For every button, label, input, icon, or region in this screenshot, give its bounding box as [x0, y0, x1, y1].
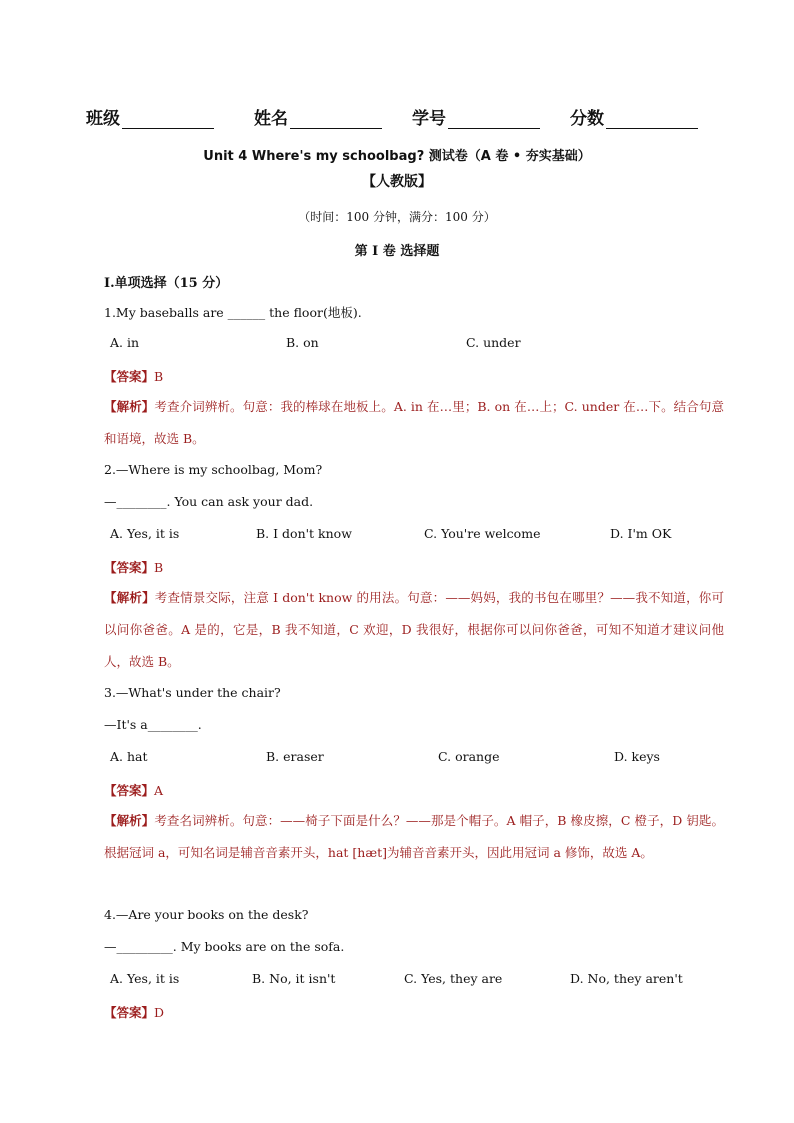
question-4-stem: 4.—Are your books on the desk? — [104, 907, 309, 922]
question-1-options — [110, 335, 730, 353]
question-2-option-a[interactable]: A. Yes, it is — [110, 526, 180, 541]
question-4-response: —_________. My books are on the sofa. — [104, 939, 345, 954]
question-1-answer — [104, 367, 163, 385]
question-3-explanation — [104, 805, 724, 869]
name-label: 姓名 — [254, 109, 288, 129]
name-field[interactable] — [254, 104, 382, 129]
name-blank[interactable] — [290, 110, 382, 129]
question-4-option-a[interactable]: A. Yes, it is — [110, 971, 180, 986]
question-2-options — [110, 526, 730, 544]
question-2-stem: 2.—Where is my schoolbag, Mom? — [104, 462, 323, 477]
question-2-answer — [104, 558, 163, 576]
student-id-blank[interactable] — [448, 110, 540, 129]
question-3-option-a[interactable]: A. hat — [110, 749, 148, 764]
class-label: 班级 — [86, 109, 120, 129]
part-title: 第 I 卷 选择题 — [354, 244, 440, 259]
question-2-option-b[interactable]: B. I don't know — [256, 526, 352, 541]
question-4-option-c[interactable]: C. Yes, they are — [404, 971, 503, 986]
explanation-text: 考查名词辨析。句意：——椅子下面是什么？——那是个帽子。A 帽子，B 橡皮擦，C 橙子，D 钥匙。根据冠词 a，可知名词是辅音音素开头，hat [hæt]为辅音音素开头，因此用冠词 a 修饰，故选 A。 — [104, 813, 724, 860]
question-4-options — [110, 971, 730, 989]
question-2-response: —________. You can ask your dad. — [104, 494, 314, 509]
question-1-option-a[interactable]: A. in — [110, 335, 140, 350]
question-3-answer — [104, 781, 163, 799]
class-field[interactable] — [86, 104, 214, 129]
question-4-answer — [104, 1003, 164, 1021]
student-id-label: 学号 — [412, 109, 446, 129]
score-field[interactable] — [570, 104, 698, 129]
explanation-text: 考查介词辨析。句意：我的棒球在地板上。A. in 在…里；B. on 在…上；C. under 在…下。结合句意和语境，故选 B。 — [104, 399, 724, 446]
question-1-explanation — [104, 391, 724, 455]
explain-tag: 【解析】 — [104, 590, 155, 605]
exam-title: Unit 4 Where's my schoolbag? 测试卷（A 卷 • 夯实基础） — [203, 149, 591, 164]
answer-value: B — [154, 369, 164, 384]
answer-tag: 【答案】 — [104, 783, 155, 798]
section-title: I.单项选择（15 分） — [104, 276, 229, 291]
student-info-row — [86, 104, 726, 132]
answer-value: D — [154, 1005, 165, 1020]
answer-value: A — [154, 783, 164, 798]
question-1-option-b[interactable]: B. on — [286, 335, 319, 350]
question-3-option-b[interactable]: B. eraser — [266, 749, 324, 764]
question-1-option-c[interactable]: C. under — [466, 335, 521, 350]
explain-tag: 【解析】 — [104, 399, 155, 414]
question-3-options — [110, 749, 730, 767]
explanation-text: 考查情景交际，注意 I don't know 的用法。句意：——妈妈，我的书包在哪里？——我不知道，你可以问你爸爸。A 是的，它是，B 我不知道，C 欢迎，D 我很好，根据你可以问你爸爸，可知不知道才建议问他人，故选 B。 — [104, 590, 724, 669]
question-3-option-c[interactable]: C. orange — [438, 749, 500, 764]
question-3-option-d[interactable]: D. keys — [614, 749, 660, 764]
explain-tag: 【解析】 — [104, 813, 155, 828]
question-3-response: —It's a________. — [104, 717, 202, 732]
class-blank[interactable] — [122, 110, 214, 129]
exam-time-note: （时间：100 分钟，满分：100 分） — [298, 210, 496, 224]
question-2-option-d[interactable]: D. I'm OK — [610, 526, 672, 541]
answer-tag: 【答案】 — [104, 369, 155, 384]
question-4-option-d[interactable]: D. No, they aren't — [570, 971, 683, 986]
answer-tag: 【答案】 — [104, 1005, 155, 1020]
answer-tag: 【答案】 — [104, 560, 155, 575]
question-4-option-b[interactable]: B. No, it isn't — [252, 971, 336, 986]
score-blank[interactable] — [606, 110, 698, 129]
score-label: 分数 — [570, 109, 604, 129]
question-2-explanation — [104, 582, 724, 678]
exam-edition: 【人教版】 — [362, 174, 432, 190]
question-1-stem: 1.My baseballs are ______ the floor(地板). — [104, 305, 362, 320]
question-2-option-c[interactable]: C. You're welcome — [424, 526, 541, 541]
question-3-stem: 3.—What's under the chair? — [104, 685, 281, 700]
answer-value: B — [154, 560, 164, 575]
student-id-field[interactable] — [412, 104, 540, 129]
